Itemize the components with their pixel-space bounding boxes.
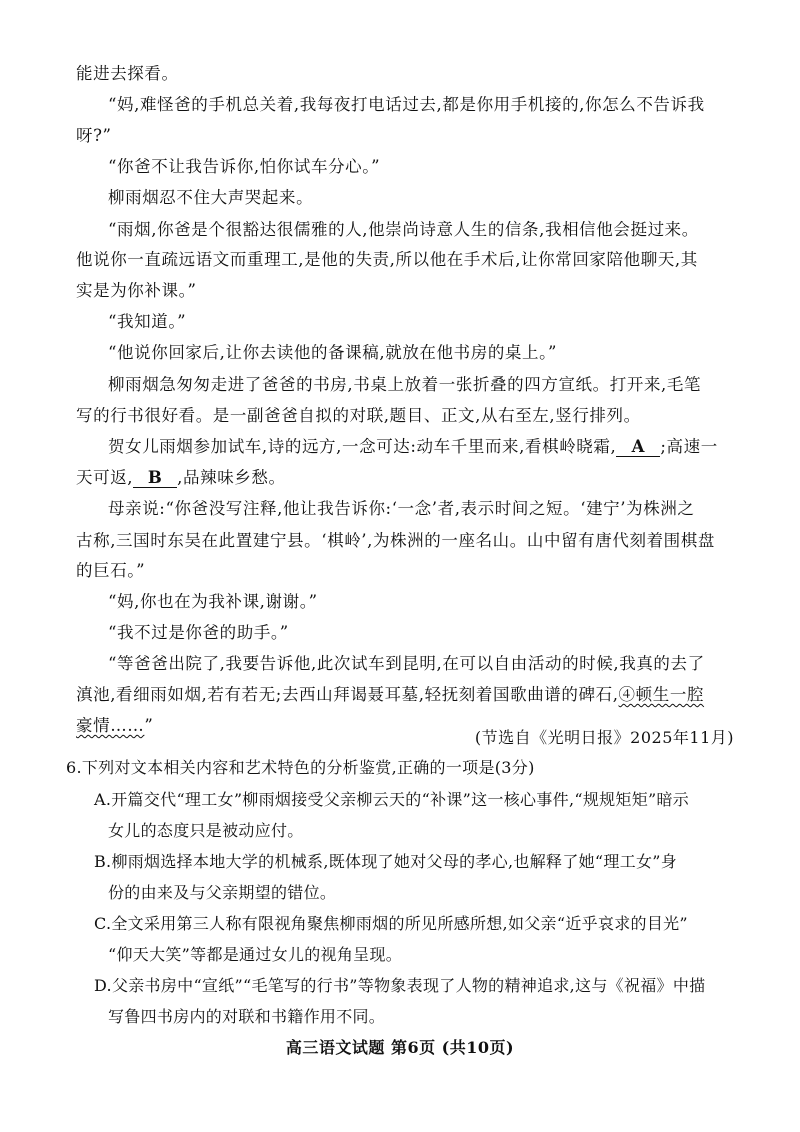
- source-citation: (节选自《光明日报》2025年11月): [474, 728, 734, 747]
- passage-line: “妈,你也在为我补课,谢谢。”: [108, 592, 318, 611]
- marked-sentence-4-cont: 豪情……: [76, 716, 145, 735]
- option-c: C.全文采用第三人称有限视角聚焦柳雨烟的所见所感所想,如父亲“近乎哀求的目光”: [94, 914, 688, 933]
- blank-a: A: [616, 438, 660, 457]
- couplet-text: ,品辣味乡愁。: [177, 468, 286, 487]
- option-b: B.柳雨烟选择本地大学的机械系,既体现了她对父母的孝心,也解释了她“理工女”身: [94, 852, 678, 871]
- question-stem: 6.下列对文本相关内容和艺术特色的分析鉴赏,正确的一项是(3分): [66, 758, 535, 777]
- passage-line: 柳雨烟急匆匆走进了爸爸的书房,书桌上放着一张折叠的四方宣纸。打开来,毛笔: [108, 375, 702, 394]
- passage-line: “妈,难怪爸的手机总关着,我每夜打电话过去,都是你用手机接的,你怎么不告诉我: [108, 95, 705, 114]
- passage-line: 古称,三国时东吴在此置建宁县。‘棋岭’,为株洲的一座名山。山中留有唐代刻着围棋盘: [76, 531, 715, 550]
- passage-line: 写的行书很好看。是一副爸爸自拟的对联,题目、正文,从右至左,竖行排列。: [76, 406, 641, 425]
- page-footer: 高三语文试题 第6页 (共10页): [285, 1038, 515, 1057]
- passage-text: ”: [144, 716, 154, 735]
- passage-line: 母亲说:“你爸没写注释,他让我告诉你:‘一念’者,表示时间之短。‘建宁’为株洲之: [108, 499, 695, 518]
- option-d: D.父亲书房中“宣纸”“毛笔写的行书”等物象表现了人物的精神追求,这与《祝福》中描: [94, 976, 706, 995]
- passage-line: “他说你回家后,让你去读他的备课稿,就放在他书房的桌上。”: [108, 343, 558, 362]
- couplet-text: 贺女儿雨烟参加试车,诗的远方,一念可达:动车千里而来,看棋岭晓霜,: [108, 437, 617, 456]
- passage-line: “雨烟,你爸是个很豁达很儒雅的人,他崇尚诗意人生的信条,我相信他会挺过来。: [108, 220, 699, 239]
- passage-line: “等爸爸出院了,我要告诉他,此次试车到昆明,在可以自由活动的时候,我真的去了: [108, 654, 705, 673]
- couplet-text: ;高速一: [660, 437, 718, 456]
- passage-line: “你爸不让我告诉你,怕你试车分心。”: [108, 157, 381, 176]
- passage-line: 他说你一直疏远语文而重理工,是他的失责,所以他在手术后,让你常回家陪他聊天,其: [76, 250, 698, 269]
- passage-line: [76, 715, 153, 737]
- couplet-text: 天可返,: [76, 468, 134, 487]
- passage-line: 柳雨烟忍不住大声哭起来。: [108, 188, 314, 207]
- passage-line: [76, 684, 704, 706]
- couplet-line-1: [108, 436, 718, 458]
- passage-line: 的巨石。”: [76, 561, 146, 580]
- marked-sentence-4: ④顿生一腔: [618, 685, 705, 704]
- option-d-cont: 写鲁四书房内的对联和书籍作用不同。: [108, 1007, 386, 1026]
- passage-line: 呀?”: [76, 126, 112, 145]
- couplet-line-2: [76, 467, 286, 489]
- option-a-cont: 女儿的态度只是被动应付。: [108, 821, 304, 840]
- passage-line: “我不过是你爸的助手。”: [108, 623, 289, 642]
- option-a: A.开篇交代“理工女”柳雨烟接受父亲柳云天的“补课”这一核心事件,“规规矩矩”暗示: [94, 790, 690, 809]
- passage-line: “我知道。”: [108, 312, 187, 331]
- option-c-cont: “仰天大笑”等都是通过女儿的视角呈现。: [108, 945, 403, 964]
- blank-b: B: [133, 469, 177, 488]
- option-b-cont: 份的由来及与父亲期望的错位。: [108, 883, 337, 902]
- passage-text: 滇池,看细雨如烟,若有若无;去西山拜谒聂耳墓,轻抚刻着国歌曲谱的碑石,: [76, 685, 619, 704]
- passage-line: 能进去探看。: [76, 64, 179, 83]
- passage-line: 实是为你补课。”: [76, 281, 197, 300]
